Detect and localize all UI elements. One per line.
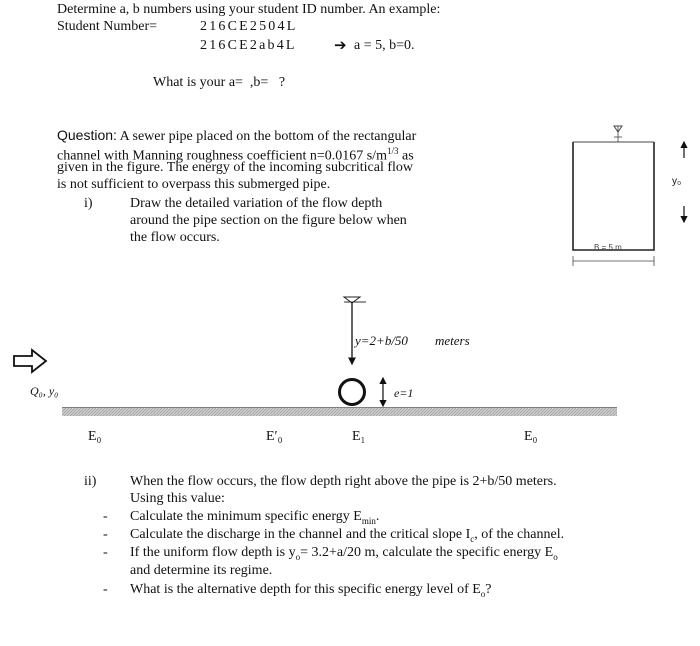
pipe-height-label: e=1: [394, 386, 414, 400]
depth-units-label: meters: [435, 333, 470, 348]
channel-walls: [573, 142, 654, 250]
energy-label-e0-upstream: E₀: [88, 429, 102, 444]
part-ii-number: ii): [84, 474, 97, 489]
part-i-number: i): [84, 196, 93, 211]
question-line-4: is not sufficient to overpass this submerged pipe.: [57, 177, 331, 192]
energy-label-e1: E₁: [352, 429, 366, 444]
flow-profile-figure: [14, 297, 617, 416]
prompt-line: What is your a= ,b= ?: [153, 75, 286, 90]
bullet-4: What is the alternative depth for this specific energy level of $E_o$?: [130, 582, 492, 599]
section-depth-label: y₀: [672, 176, 682, 187]
inflow-arrow-icon: [14, 350, 46, 372]
example-result: a = 5, b=0.: [354, 38, 415, 53]
part-ii-intro-2: Using this value:: [130, 491, 225, 506]
question-line-3: given in the figure. The energy of the incoming subcritical flow: [57, 160, 413, 175]
bullet-3: If the uniform flow depth is $y_o= 3.2+a/20$ m, calculate the specific energy $E_o$: [130, 545, 558, 562]
question-line-2: channel with Manning roughness coefficient n=0.0167 $s/m^{1/3}$ as: [57, 146, 414, 164]
student-id-pattern: 216CE2ab4L: [200, 38, 297, 53]
intro-line: Determine a, b numbers using your student ID number. An example:: [57, 2, 441, 17]
bullet-1: Calculate the minimum specific energy $E_{min}$.: [130, 509, 380, 526]
channel-cross-section: [573, 126, 684, 266]
depth-above-pipe-label: y=2+b/50: [355, 333, 408, 348]
part-i-line-3: the flow occurs.: [130, 230, 220, 245]
part-i-line-2: around the pipe section on the figure below when: [130, 213, 407, 228]
question-label: Question:: [57, 127, 117, 143]
arrow-right-icon: ➔: [334, 38, 347, 54]
channel-bed: [62, 408, 617, 416]
bullet-3-continuation: and determine its regime.: [130, 563, 273, 578]
question-text-1: A sewer pipe placed on the bottom of the rectangular: [116, 129, 417, 144]
part-ii-intro-1: When the flow occurs, the flow depth right above the pipe is 2+b/50 meters.: [130, 474, 557, 489]
student-id-example: 216CE2504L: [200, 19, 298, 34]
energy-label-e0-prime: E′₀: [266, 429, 283, 444]
energy-label-e0-downstream: E₀: [524, 429, 538, 444]
student-number-label: Student Number=: [57, 19, 158, 34]
part-i-line-1: Draw the detailed variation of the flow depth: [130, 196, 383, 211]
inflow-label: Q₀, y₀: [30, 384, 59, 398]
channel-width-label: B = 5 m: [594, 243, 622, 252]
bullet-2: Calculate the discharge in the channel and the critical slope $I_c$, of the channel.: [130, 527, 565, 544]
sewer-pipe: [340, 380, 365, 405]
